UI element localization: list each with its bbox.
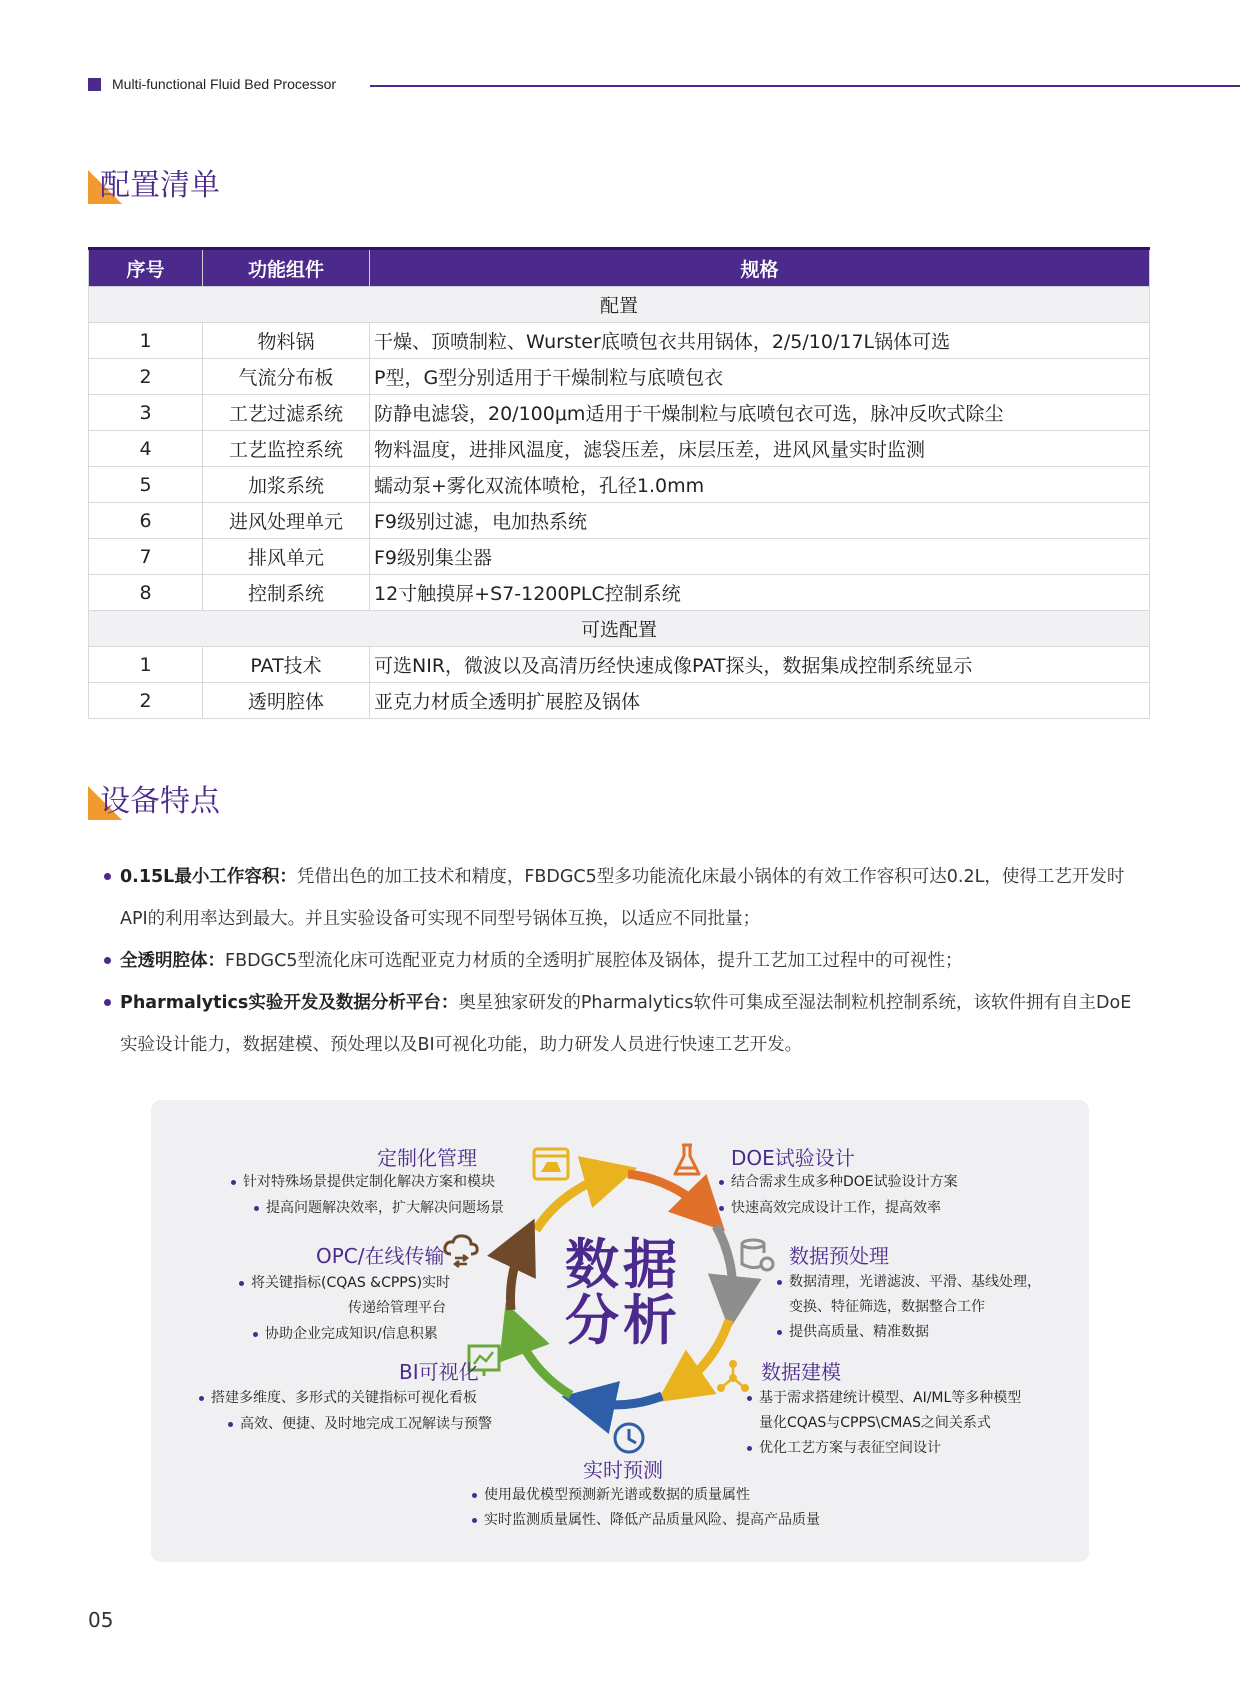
node-item-cont: 传递给管理平台 (348, 1300, 446, 1316)
node-item-cont: 量化CQAS与CPPS\CMAS之间关系式 (759, 1415, 991, 1431)
node-item-text: 高效、便捷、及时地完成工况解读与预警 (240, 1416, 492, 1432)
feature-item (104, 856, 1184, 940)
cell-no: 8 (89, 575, 203, 611)
node-item-cont: 变换、特征筛选，数据整合工作 (789, 1299, 985, 1315)
bullet-icon (231, 1180, 236, 1185)
node-item (719, 1197, 941, 1217)
section-title-text: 设备特点 (100, 784, 220, 819)
feature-title: 全透明腔体： (120, 951, 225, 971)
feature-item (104, 940, 1184, 982)
bullet-icon (199, 1396, 204, 1401)
node-item (472, 1509, 820, 1529)
node-item-text: 协助企业完成知识/信息积累 (265, 1326, 438, 1342)
table-row (89, 575, 1150, 611)
cell-component: 气流分布板 (203, 359, 370, 395)
bullet-icon (104, 873, 111, 880)
data-analysis-diagram (151, 1100, 1089, 1562)
node-item (747, 1437, 941, 1457)
table-row (89, 683, 1150, 719)
bullet-icon (719, 1180, 724, 1185)
table-header-row (89, 249, 1150, 287)
node-item (747, 1387, 1021, 1407)
clock-icon (609, 1418, 649, 1458)
header-title: Multi-functional Fluid Bed Processor (112, 76, 337, 92)
node-item-text: 使用最优模型预测新光谱或数据的质量属性 (484, 1487, 750, 1503)
center-title-line2: 分析 (565, 1289, 681, 1352)
node-customization-title: 定制化管理 (377, 1146, 477, 1170)
col-header-no: 序号 (89, 249, 203, 287)
node-item-text: 针对特殊场景提供定制化解决方案和模块 (243, 1174, 495, 1190)
cell-spec: 物料温度，进排风温度，滤袋压差，床层压差，进风风量实时监测 (370, 431, 1150, 467)
node-modeling-title: 数据建模 (761, 1360, 841, 1384)
feature-text-cont: API的利用率达到最大。并且实验设备可实现不同型号锅体互换，以适应不同批量； (120, 909, 761, 929)
bullet-icon (253, 1332, 258, 1337)
table-row (89, 431, 1150, 467)
cell-component: 控制系统 (203, 575, 370, 611)
arc-bi (515, 1328, 571, 1395)
node-item (253, 1323, 438, 1343)
node-item-text: 结合需求生成多种DOE试验设计方案 (731, 1174, 958, 1190)
node-item (231, 1171, 495, 1191)
node-doe-title: DOE试验设计 (731, 1146, 855, 1170)
cell-spec: 亚克力材质全透明扩展腔及锅体 (370, 683, 1150, 719)
cell-no: 6 (89, 503, 203, 539)
node-item-text: 快速高效完成设计工作，提高效率 (731, 1200, 941, 1216)
cell-spec: 可选NIR，微波以及高清历经快速成像PAT探头，数据集成控制系统显示 (370, 647, 1150, 683)
cell-component: 排风单元 (203, 539, 370, 575)
bullet-icon (719, 1206, 724, 1211)
cell-component: 工艺监控系统 (203, 431, 370, 467)
page-number: 05 (88, 1608, 114, 1632)
node-item-text: 优化工艺方案与表征空间设计 (759, 1440, 941, 1456)
feature-item (104, 982, 1184, 1066)
database-gear-icon (737, 1235, 777, 1275)
node-item (239, 1272, 450, 1292)
cell-component: 透明腔体 (203, 683, 370, 719)
node-item-text: 提供高质量、精准数据 (789, 1324, 929, 1340)
node-item-text: 实时监测质量属性、降低产品质量风险、提高产品质量 (484, 1512, 820, 1528)
node-opc-title: OPC/在线传输 (316, 1244, 445, 1268)
table-row (89, 503, 1150, 539)
cell-spec: 蠕动泵+雾化双流体喷枪，孔径1.0mm (370, 467, 1150, 503)
header-square-icon (88, 78, 101, 91)
table-row (89, 359, 1150, 395)
cell-component: 加浆系统 (203, 467, 370, 503)
node-item (254, 1197, 504, 1217)
section-title-text: 配置清单 (100, 168, 220, 203)
cell-no: 1 (89, 647, 203, 683)
cell-no: 2 (89, 359, 203, 395)
table-group-row (89, 287, 1150, 323)
node-item-text: 搭建多维度、多形式的关键指标可视化看板 (211, 1390, 477, 1406)
bullet-icon (777, 1330, 782, 1335)
node-bi-title: BI可视化 (399, 1360, 479, 1384)
feature-title: 0.15L最小工作容积： (120, 867, 297, 887)
node-item (777, 1271, 1041, 1291)
feature-text: FBDGC5型流化床可选配亚克力材质的全透明扩展腔体及锅体，提升工艺加工过程中的可视性； (225, 951, 963, 971)
cell-no: 2 (89, 683, 203, 719)
arc-opc (511, 1243, 523, 1310)
node-item-text: 提高问题解决效率，扩大解决问题场景 (266, 1200, 504, 1216)
table-row (89, 467, 1150, 503)
feature-text: 凭借出色的加工技术和精度，FBDGC5型多功能流化床最小锅体的有效工作容积可达0.2L，使得工艺开发时 (296, 867, 1125, 887)
cell-spec: F9级别过滤，电加热系统 (370, 503, 1150, 539)
cell-spec: 干燥、顶喷制粒、Wurster底喷包衣共用锅体，2/5/10/17L锅体可选 (370, 323, 1150, 359)
cell-component: 进风处理单元 (203, 503, 370, 539)
center-title-line1: 数据 (565, 1233, 681, 1296)
group-label: 可选配置 (89, 611, 1150, 647)
arc-preprocess (716, 1226, 733, 1303)
cloud-sync-icon (441, 1230, 481, 1270)
bullet-icon (104, 957, 111, 964)
cell-spec: P型，G型分别适用于干燥制粒与底喷包衣 (370, 359, 1150, 395)
node-item (472, 1484, 750, 1504)
cell-no: 5 (89, 467, 203, 503)
bullet-icon (254, 1206, 259, 1211)
col-header-component: 功能组件 (203, 249, 370, 287)
cell-spec: 12寸触摸屏+S7-1200PLC控制系统 (370, 575, 1150, 611)
table-row (89, 395, 1150, 431)
bullet-icon (239, 1281, 244, 1286)
cell-no: 7 (89, 539, 203, 575)
page-header (88, 76, 1240, 94)
cell-no: 1 (89, 323, 203, 359)
bullet-icon (747, 1446, 752, 1451)
bullet-icon (472, 1493, 477, 1498)
header-rule (370, 85, 1240, 87)
node-item (719, 1171, 958, 1191)
config-table (88, 247, 1150, 719)
cell-component: PAT技术 (203, 647, 370, 683)
cell-component: 物料锅 (203, 323, 370, 359)
bullet-icon (472, 1518, 477, 1523)
node-item (199, 1387, 477, 1407)
table-group-row (89, 611, 1150, 647)
node-item-text: 数据清理，光谱滤波、平滑、基线处理， (789, 1274, 1041, 1290)
bullet-icon (104, 999, 111, 1006)
group-label: 配置 (89, 287, 1150, 323)
node-item (228, 1413, 492, 1433)
node-item (777, 1321, 929, 1341)
arc-realtime (588, 1396, 662, 1405)
bullet-icon (228, 1422, 233, 1427)
cell-spec: 防静电滤袋，20/100μm适用于干燥制粒与底喷包衣可选，脉冲反吹式除尘 (370, 395, 1150, 431)
table-row (89, 323, 1150, 359)
node-realtime-title: 实时预测 (583, 1458, 663, 1482)
table-row (89, 647, 1150, 683)
cell-spec: F9级别集尘器 (370, 539, 1150, 575)
node-preprocess-title: 数据预处理 (789, 1244, 889, 1268)
feature-text: 奥星独家研发的Pharmalytics软件可集成至湿法制粒机控制系统，该软件拥有自主DoE (458, 993, 1132, 1013)
table-row (89, 539, 1150, 575)
cell-component: 工艺过滤系统 (203, 395, 370, 431)
node-item-text: 基于需求搭建统计模型、AI/ML等多种模型 (759, 1390, 1022, 1406)
bullet-icon (747, 1396, 752, 1401)
bullet-icon (777, 1280, 782, 1285)
cell-no: 3 (89, 395, 203, 431)
feature-text-cont: 实验设计能力，数据建模、预处理以及BI可视化功能，助力研发人员进行快速工艺开发。 (120, 1035, 803, 1055)
cell-no: 4 (89, 431, 203, 467)
node-item-text: 将关键指标(CQAS &CPPS)实时 (251, 1275, 451, 1291)
col-header-spec: 规格 (370, 249, 1150, 287)
feature-title: Pharmalytics实验开发及数据分析平台： (120, 993, 459, 1013)
flask-icon (667, 1140, 707, 1180)
customization-icon (531, 1144, 571, 1184)
